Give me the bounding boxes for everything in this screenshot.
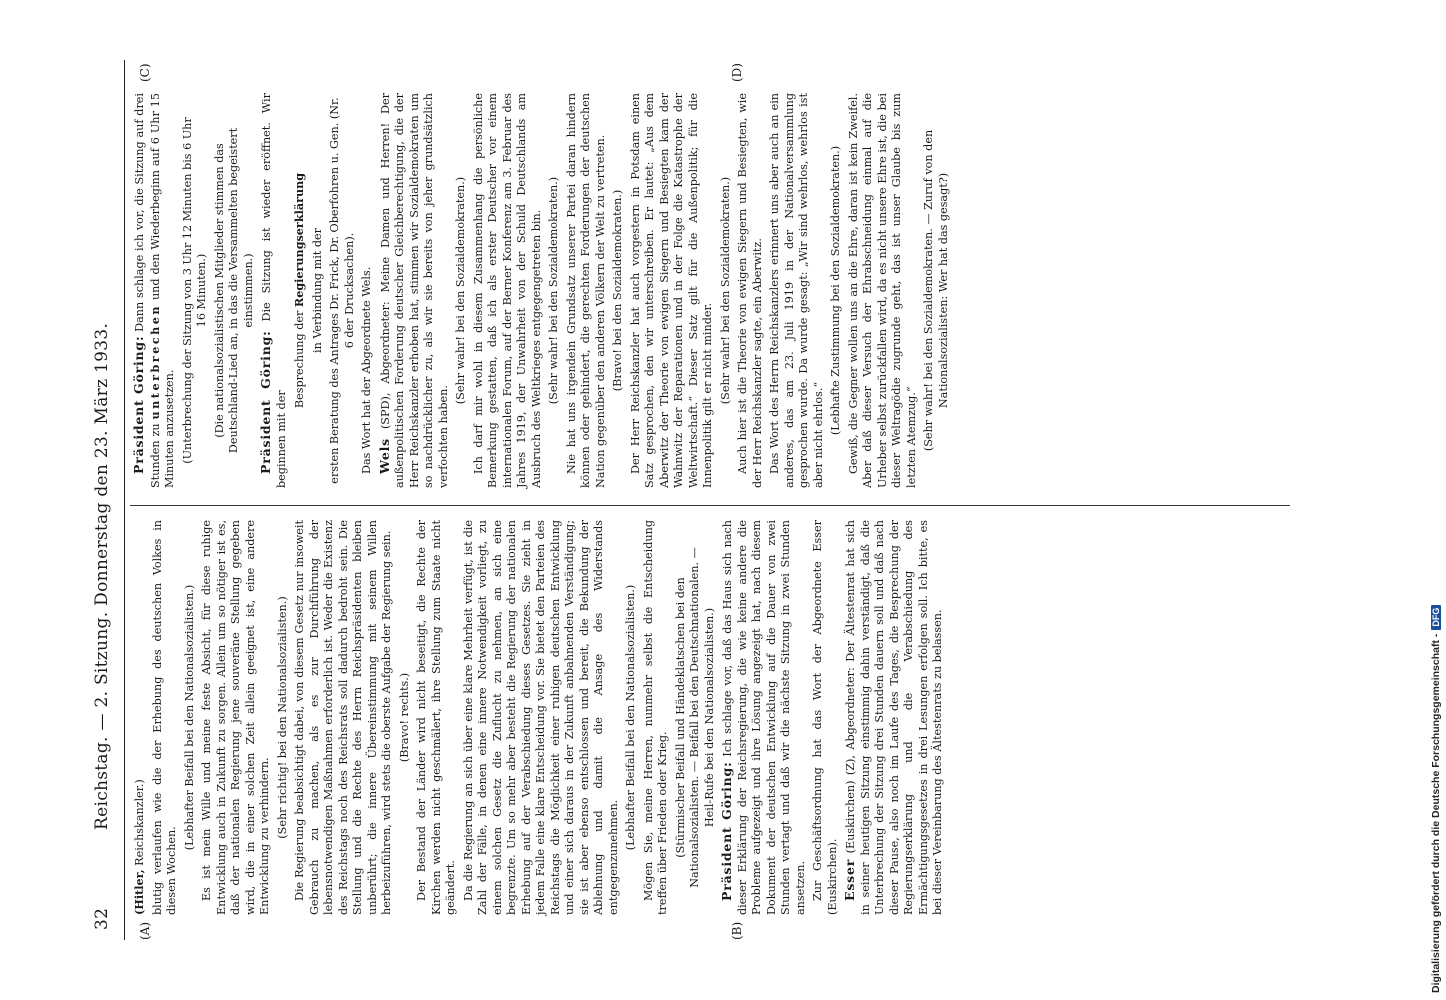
- header-rule: [124, 60, 125, 940]
- interjection: (Lebhafte Zustimmung bei den Sozialdemokraten.): [829, 145, 842, 436]
- interjection: (Sehr richtig! bei den Nationalsozialisten.): [275, 596, 289, 839]
- paragraph: in Verbindung mit der: [310, 228, 324, 353]
- paragraph: Da die Regierung an sich über eine klare Mehrheit verfügt, ist die Zahl der Fälle, in denen eine innere Notwendigkeit vorliegt, zu einem solchen Gesetz die Zuflucht zu nehmen, an sich eine begrenzte. Um so mehr aber besteht die Regierung der nationalen Erhebung auf der Verabschiedung dieses Gesetzes. Sie zieht in jedem Falle eine klare Entscheidung vor. Sie bietet den Parteien des Reichstags die Möglichkeit einer ruhigen deutschen Entwicklung und einer sich daraus in der Zukunft anbahnenden Verständigung; sie ist aber ebenso entschlossen und bereit, die Bekundung der Ablehnung und damit die Ansage des Widerstands entgegenzunehmen.: [461, 520, 620, 915]
- paragraph: Esser (Euskirchen) (Z), Abgeordneter: Der Ältestenrat hat sich in seiner heutigen Sitzung einstimmig dahin verständigt, daß die Unterbrechung der Sitzung drei Stunden dauern soll und daß nach dieser Pause, also noch im Laufe des Tages, die Besprechung der Regierungserklärung und die Verabschiedung des Ermächtigungsgesetzes in drei Lesungen erfolgen soll. Ich bitte, es bei dieser Vereinbarung des Ältestenrats zu belassen.: [842, 520, 944, 915]
- margin-letter-d: (D): [730, 63, 744, 82]
- dfg-logo: DFG: [1431, 605, 1441, 630]
- interjection: (Sehr wahr! bei den Sozialdemokraten. — Zuruf von den Nationalsozialisten: Wer hat das gesagt?): [922, 129, 950, 452]
- paragraph: Besprechung der Regierungserklärung: [292, 172, 306, 409]
- paragraph: Der Herr Reichskanzler hat auch vorgestern in Potsdam einen Satz gesprochen, den wir unterschreiben. Er lautet: „Aus dem Aberwitz der Theorie von ewigen Siegern und Besiegten kam der Wahnwitz der Reparationen und in der Folge die Katastrophe der Weltwirtschaft.“ Dieser Satz gilt für die Außenpolitik; für die Innenpolitik gilt er nicht minder.: [628, 93, 714, 488]
- paragraph: Wels (SPD), Abgeordneter: Meine Damen und Herren! Der außenpolitischen Forderung deutscher Gleichberechtigung, die der Herr Reichskanzler erhoben hat, stimmen wir Sozialdemokraten um so nachdrücklicher zu, als wir sie bereits von jeher grundsätzlich verfochten haben.: [376, 93, 450, 488]
- margin-letter-c: (C): [138, 63, 152, 82]
- interjection: (Sehr wahr! bei den Sozialdemokraten.): [547, 176, 560, 405]
- paragraph: Auch hier ist die Theorie von ewigen Siegern und Besiegten, wie der Herr Reichskanzler sagte, ein Aberwitz.: [736, 93, 764, 488]
- digitization-credit: [1412, 8, 1442, 993]
- right-column: [132, 93, 1292, 488]
- page-number: 32: [92, 907, 112, 930]
- interjection: (Lebhafter Beifall bei den Nationalsozialisten.): [624, 584, 637, 851]
- paragraph: blutig verlaufen wie die der Erhebung des deutschen Volkes in diesen Wochen.: [150, 520, 178, 915]
- running-header: [92, 70, 120, 930]
- paragraph: Das Wort des Herrn Reichskanzlers erinnert uns aber auch an ein anderes, das am 23. Juli 1919 in der Nationalversammlung gesprochen wurde. Da wurde gesagt: „Wir sind wehrlos, wehrlos ist aber nicht ehrlos.“: [768, 93, 825, 488]
- interjection: (Lebhafter Beifall bei den Nationalsozialisten.): [182, 584, 196, 851]
- interjection: (Stürmischer Beifall und Händeklatschen bei den Nationalsozialisten. — Beifall bei den Deutschnationalen. — Heil-Rufe bei den Nationalsozialisten.): [673, 547, 716, 888]
- paragraph: Ich darf mir wohl in diesem Zusammenhang die persönliche Bemerkung gestatten, daß ich als erster Deutscher vor einem internationalen Forum, auf der Berner Konferenz am 3. Februar des Jahres 1919, der Unwahrheit von der Schuld Deutschlands am Ausbruch des Weltkrieges entgegengetreten bin.: [471, 93, 543, 488]
- paragraph: Gewiß, die Gegner wollen uns an die Ehre, daran ist kein Zweifel. Aber daß dieser Versuch der Ehrabschneidung einmal auf die Urheber selbst zurückfallen wird, da es nicht unsere Ehre ist, die bei dieser Weltragödie zugrunde geht, das ist unser Glaube bis zum letzten Atemzug.“: [846, 93, 918, 488]
- paragraph: Präsident Göring: Die Sitzung ist wieder eröffnet. Wir beginnen mit der: [258, 93, 288, 488]
- paragraph: Der Bestand der Länder wird nicht beseitigt, die Rechte der Kirchen werden nicht geschmälert, ihre Stellung zum Staate nicht geändert.: [415, 520, 457, 915]
- paragraph: Präsident Göring: Ich schlage vor, daß das Haus sich nach dieser Erklärung der Reichsregierung, die wie keine andere die Probleme aufgezeigt und ihre Lösung angezeigt hat, nach diesem Dokument der deutschen Entwicklung auf die Dauer von zwei Stunden vertagt und daß wir die nächste Sitzung in zwei Stunden ansetzen.: [719, 520, 807, 915]
- interjection: (Bravo! bei den Sozialdemokraten.): [611, 189, 624, 392]
- paragraph: Es ist mein Wille und meine feste Absicht, für diese ruhige Entwicklung auch in Zukunft zu sorgen. Allein um so nötiger ist es, daß der nationalen Regierung jene souveräne Stellung gegeben wird, die in einer solchen Zeit allein geeignet ist, eine andere Entwicklung zu verhindern.: [200, 520, 271, 915]
- paragraph: Das Wort hat der Abgeordnete Wels.: [360, 266, 373, 474]
- running-head: Reichstag. — 2. Sitzung. Donnerstag den 23. März 1933.: [92, 322, 112, 830]
- interjection: (Bravo! rechts.): [397, 672, 411, 763]
- credit-text: Digitalisierung gefördert durch die Deutsche Forschungsgemeinschaft -: [1430, 633, 1442, 993]
- paragraph: Nie hat uns irgendein Grundsatz unserer Partei daran hindern können oder gehindert, die gerechten Forderungen der deutschen Nation gegenüber den anderen Völkern der Welt zu vertreten.: [564, 93, 607, 488]
- paragraph: Zur Geschäftsordnung hat das Wort der Abgeordnete Esser (Euskirchen).: [811, 520, 839, 915]
- left-column: [132, 520, 1292, 915]
- margin-letter-b: (B): [730, 921, 744, 940]
- paragraph: ersten Beratung des Antrages Dr. Frick, Dr. Oberfohren u. Gen. (Nr. 6 der Drucksachen).: [328, 97, 356, 484]
- interjection: (Sehr wahr! bei den Sozialdemokraten.): [454, 176, 467, 405]
- interjection: (Sehr wahr! bei den Sozialdemokraten.): [718, 176, 732, 405]
- paragraph: (Hitler, Reichskanzler.): [132, 779, 146, 915]
- margin-letter-a: (A): [138, 921, 152, 940]
- interjection: (Unterbrechung der Sitzung von 3 Uhr 12 Minuten bis 6 Uhr 16 Minuten.): [180, 117, 208, 464]
- interjection: (Die nationalsozialistischen Mitglieder stimmen das Deutschland-Lied an, in das die Versammelten begeistert einstimmen.): [212, 127, 255, 454]
- paragraph: Die Regierung beabsichtigt dabei, von diesem Gesetz nur insoweit Gebrauch zu machen, als es zur Durchführung der lebensnotwendigen Maßnahmen erforderlich ist. Weder die Existenz des Reichstags noch des Reichsrats soll dadurch bedroht sein. Die Stellung und die Rechte des Herrn Reichspräsidenten bleiben unberührt; die innere Übereinstimmung mit seinem Willen herbeizuführen, wird stets die oberste Aufgabe der Regierung sein.: [293, 520, 393, 915]
- paragraph: Präsident Göring: Dann schlage ich vor, die Sitzung auf drei Stunden zu unterbrechen und den Wiederbeginn auf 6 Uhr 15 Minuten anzusetzen.: [131, 93, 176, 488]
- column-divider: [130, 505, 1290, 506]
- paragraph: Mögen Sie, meine Herren, nunmehr selbst die Entscheidung treffen über Frieden oder Krieg.: [641, 520, 669, 915]
